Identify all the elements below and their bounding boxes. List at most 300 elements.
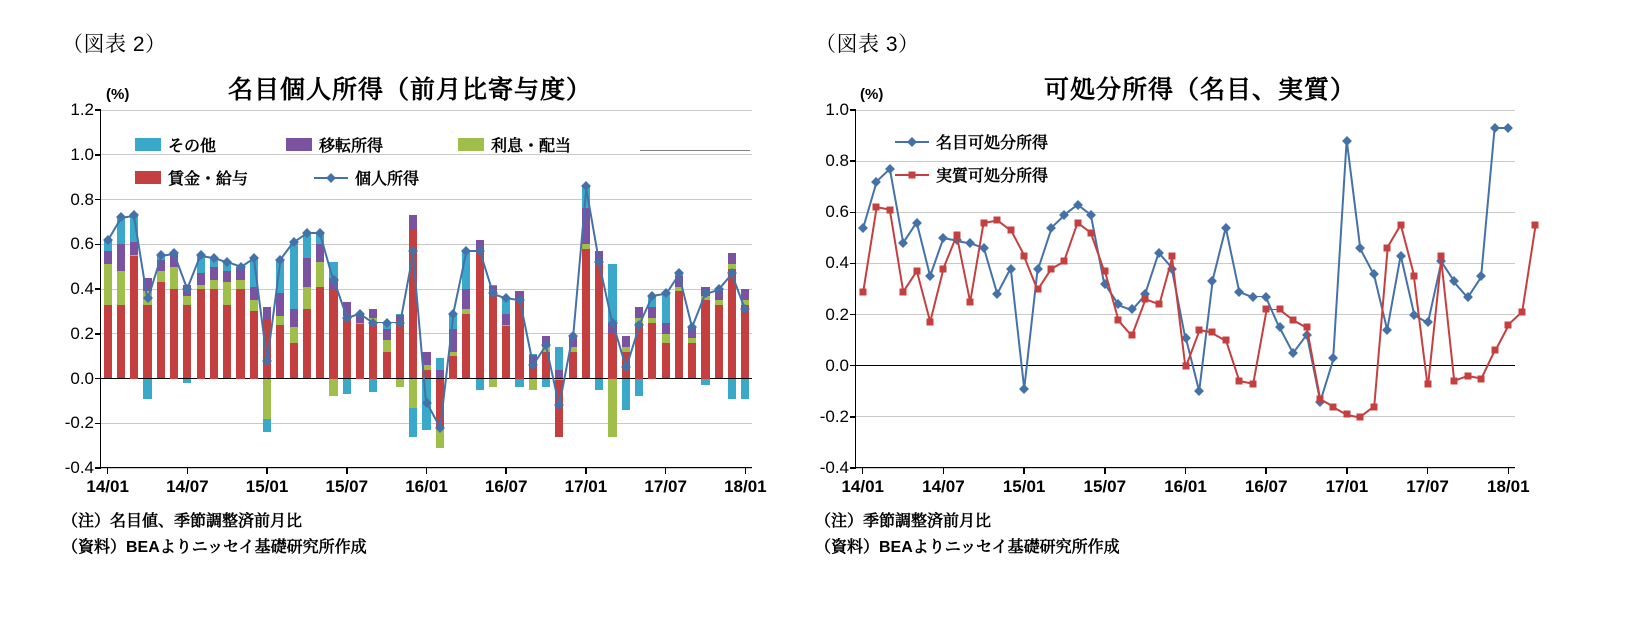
bar-segment [675, 291, 683, 378]
data-point [1263, 306, 1270, 313]
bar-segment [648, 307, 656, 318]
data-point [1357, 413, 1364, 420]
data-point [859, 288, 866, 295]
legend-swatch [458, 138, 484, 151]
x-axis-tick-label: 16/01 [1164, 477, 1207, 496]
bar-segment [276, 293, 284, 315]
data-point [1397, 222, 1404, 229]
bar-segment [117, 244, 125, 271]
bar-segment [170, 289, 178, 379]
data-point [1396, 251, 1406, 261]
data-point [1209, 329, 1216, 336]
legend-row [135, 133, 571, 156]
bar-segment [728, 253, 736, 264]
bar-segment [741, 289, 749, 300]
line-segment [1440, 256, 1455, 381]
y-axis-tick-mark [850, 314, 856, 316]
bar-segment [409, 379, 417, 408]
bar-segment [343, 316, 351, 379]
data-point [1505, 321, 1512, 328]
data-point [1342, 136, 1352, 146]
bar-segment [104, 264, 112, 304]
legend-label: 賃金・給与 [168, 171, 249, 188]
data-point [898, 238, 908, 248]
figure-2-note-2: （資料）BEAよりニッセイ基礎研究所作成 [62, 539, 367, 556]
x-axis-tick-label: 17/01 [564, 477, 608, 496]
y-axis-tick-label: 0.2 [70, 323, 94, 343]
bar-segment [409, 215, 417, 228]
data-point [1034, 286, 1041, 293]
bar-segment [622, 379, 630, 410]
bar-segment [117, 305, 125, 379]
bar-segment [183, 296, 191, 305]
data-point [1195, 326, 1202, 333]
line-segment [1225, 227, 1240, 291]
data-point [1048, 265, 1055, 272]
data-point [1061, 257, 1068, 264]
bar-segment [104, 305, 112, 379]
bar-segment [436, 358, 444, 369]
data-point [886, 206, 893, 213]
y-axis-tick-label: -0.2 [64, 413, 94, 433]
x-axis-tick-mark [745, 468, 747, 474]
bar-segment [622, 336, 630, 347]
bar-segment [223, 282, 231, 304]
legend-line-sample [895, 141, 929, 143]
gridline [856, 110, 1515, 111]
line-segment [1252, 309, 1267, 383]
bar-segment [462, 289, 470, 309]
data-point [1355, 243, 1365, 253]
x-axis-tick-mark [426, 468, 428, 474]
legend-item [135, 166, 248, 189]
legend-item [135, 133, 216, 156]
bar-segment [210, 267, 218, 280]
bar-segment [316, 287, 324, 379]
data-point [940, 265, 947, 272]
bar-segment [489, 379, 497, 388]
x-axis-tick-label: 16/01 [405, 477, 448, 496]
y-axis-tick-mark [95, 378, 101, 380]
figure-2-title: 名目個人所得（前月比寄与度） [227, 76, 592, 104]
x-axis-tick-mark [346, 468, 348, 474]
figure-3-note-1: （注）季節調整済前月比 [815, 513, 992, 530]
bar-segment [383, 340, 391, 351]
bar-segment [356, 323, 364, 324]
bar-segment [701, 379, 709, 386]
figure-3-unit-label: (%) [860, 86, 884, 103]
bar-segment [688, 338, 696, 342]
line-segment [1144, 253, 1159, 294]
bar-segment [250, 311, 258, 378]
y-axis-tick-label: 0.8 [70, 189, 94, 209]
x-axis-tick-mark [1104, 468, 1106, 474]
bar-segment [555, 347, 563, 369]
bar-segment [383, 352, 391, 379]
line-segment [1091, 232, 1106, 271]
figure-3-title: 可処分所得（名目、実質） [1043, 76, 1356, 104]
bar-segment [210, 289, 218, 379]
data-point [1464, 372, 1471, 379]
legend-row [135, 166, 419, 189]
bar-segment [595, 379, 603, 390]
line-segment [1346, 141, 1361, 249]
data-point [1303, 324, 1310, 331]
data-point [1115, 316, 1122, 323]
bar-segment [502, 325, 510, 326]
legend-swatch [135, 138, 161, 151]
legend-item [895, 163, 1048, 186]
data-point [913, 268, 920, 275]
data-point [1074, 219, 1081, 226]
y-axis-tick-mark [95, 109, 101, 111]
x-axis-tick-mark [1427, 468, 1429, 474]
y-axis-tick-mark [850, 212, 856, 214]
data-point [1343, 411, 1350, 418]
bar-segment [143, 305, 151, 379]
data-point [1142, 296, 1149, 303]
y-axis-tick-mark [95, 423, 101, 425]
legend-swatch [286, 138, 312, 151]
line-segment [1225, 340, 1240, 381]
bar-segment [542, 379, 550, 388]
data-point [1478, 375, 1485, 382]
y-axis-tick-mark [95, 244, 101, 246]
legend-marker [907, 137, 917, 147]
x-axis-tick-mark [505, 468, 507, 474]
figure-3-note-2: （資料）BEAよりニッセイ基礎研究所作成 [815, 539, 1120, 556]
gridline [101, 199, 752, 200]
legend-row [895, 130, 1074, 153]
bar-segment [329, 289, 337, 379]
legend-divider [640, 150, 750, 151]
data-point [1249, 380, 1256, 387]
data-point [1328, 353, 1338, 363]
bar-segment [688, 343, 696, 379]
figure-3-label: （図表 3） [815, 33, 920, 56]
bar-segment [197, 289, 205, 379]
bar-segment [276, 325, 284, 379]
data-point [1101, 268, 1108, 275]
y-axis-tick-mark [95, 333, 101, 335]
figure-2-note-1: （注）名目値、季節調整済前月比 [62, 513, 303, 530]
figure-2-unit-label: (%) [106, 86, 130, 103]
bar-segment [476, 379, 484, 390]
data-point [1207, 276, 1217, 286]
data-point [1182, 362, 1189, 369]
x-axis-tick-label: 17/07 [644, 477, 687, 496]
data-point [925, 271, 935, 281]
bar-segment [303, 309, 311, 378]
data-point [965, 238, 975, 248]
data-point [992, 289, 1002, 299]
legend-marker [909, 171, 916, 178]
legend-item [458, 133, 571, 156]
line-segment [1400, 256, 1415, 315]
legend-item [895, 130, 1048, 153]
line-segment [1386, 256, 1401, 330]
x-axis-tick-label: 14/07 [922, 477, 965, 496]
x-axis-tick-label: 15/01 [245, 477, 289, 496]
x-axis-tick-label: 17/07 [1406, 477, 1449, 496]
y-axis-tick-label: 0.0 [70, 368, 94, 388]
data-point [1382, 325, 1392, 335]
data-point [858, 223, 868, 233]
bar-segment [276, 316, 284, 325]
data-point [980, 219, 987, 226]
bar-segment [662, 334, 670, 343]
y-axis-tick-label: 1.2 [70, 100, 94, 119]
bar-segment [236, 289, 244, 379]
x-axis-tick-mark [107, 468, 109, 474]
gridline [856, 161, 1515, 162]
y-axis-tick-label: 0.8 [825, 151, 849, 171]
bar-segment [582, 249, 590, 379]
y-axis-tick-mark [850, 109, 856, 111]
data-point [1316, 395, 1323, 402]
bar-segment [608, 379, 616, 437]
data-point [1330, 403, 1337, 410]
bar-segment [369, 379, 377, 392]
bar-segment [263, 307, 271, 320]
legend-item [286, 133, 383, 156]
data-point [1194, 386, 1204, 396]
data-point [953, 232, 960, 239]
data-point [1384, 245, 1391, 252]
data-point [1021, 252, 1028, 259]
y-axis-tick-label: 0.6 [825, 202, 849, 222]
line-segment [1306, 327, 1321, 399]
bar-segment [263, 419, 271, 432]
legend-line-sample [314, 177, 348, 179]
gridline [856, 416, 1515, 417]
data-point [1088, 229, 1095, 236]
bar-segment [462, 309, 470, 313]
bar-segment [290, 327, 298, 343]
x-axis-tick-mark [585, 468, 587, 474]
bar-segment [356, 323, 364, 379]
figure-2-plot-area [64, 100, 767, 496]
data-point [1411, 273, 1418, 280]
data-point [1261, 292, 1271, 302]
x-axis-tick-label: 14/01 [86, 477, 129, 496]
data-point [1424, 380, 1431, 387]
bar-segment [741, 305, 749, 379]
x-axis-tick-label: 16/07 [484, 477, 528, 496]
line-segment [1212, 227, 1227, 281]
bar-segment [157, 282, 165, 378]
data-point [1248, 292, 1258, 302]
x-axis-tick-mark [862, 468, 864, 474]
legend-item [314, 166, 419, 189]
bar-segment [582, 244, 590, 248]
data-point [926, 319, 933, 326]
data-point [1276, 306, 1283, 313]
x-axis-tick-label: 18/01 [724, 477, 767, 496]
y-axis-tick-mark [850, 416, 856, 418]
x-axis-tick-label: 17/01 [1325, 477, 1369, 496]
x-axis-tick-mark [187, 468, 189, 474]
data-point [1221, 223, 1231, 233]
bar-segment [396, 320, 404, 378]
bar-segment [396, 379, 404, 388]
bar-segment [741, 379, 749, 399]
bar-segment [608, 334, 616, 379]
bar-segment [329, 379, 337, 397]
bar-segment [715, 300, 723, 304]
x-axis-tick-label: 14/07 [166, 477, 209, 496]
bar-segment [449, 352, 457, 356]
bar-segment [502, 314, 510, 325]
bar-segment [409, 408, 417, 437]
bar-segment [502, 325, 510, 379]
y-axis-tick-mark [95, 154, 101, 156]
bar-segment [290, 242, 298, 309]
legend-label: 名目可処分所得 [936, 135, 1049, 152]
line-segment [1333, 141, 1348, 358]
legend-label: 実質可処分所得 [936, 168, 1049, 185]
bar-segment [210, 280, 218, 289]
data-point [1491, 347, 1498, 354]
y-axis-tick-label: 0.6 [70, 234, 94, 254]
bar-segment [648, 318, 656, 322]
data-point [1236, 378, 1243, 385]
bar-segment [369, 323, 377, 379]
line-segment [1481, 128, 1496, 276]
x-axis-tick-mark [1346, 468, 1348, 474]
x-axis-tick-label: 15/07 [325, 477, 369, 496]
legend-label: 個人所得 [355, 171, 420, 188]
x-axis-tick-mark [665, 468, 667, 474]
line-segment [983, 248, 998, 294]
bar-segment [343, 379, 351, 395]
figure-3-panel [815, 0, 1643, 623]
bar-segment [143, 379, 151, 399]
x-axis-tick-mark [1185, 468, 1187, 474]
bar-segment [635, 379, 643, 397]
legend-marker [326, 173, 336, 183]
bar-segment [662, 323, 670, 334]
gridline [101, 244, 752, 245]
bar-segment [449, 356, 457, 378]
x-axis-tick-mark [1023, 468, 1025, 474]
line-segment [889, 210, 904, 292]
bar-segment [489, 293, 497, 378]
y-axis-tick-label: 1.0 [825, 100, 849, 119]
bar-segment [436, 370, 444, 379]
bar-segment [170, 267, 178, 289]
bar-segment [290, 309, 298, 327]
bar-segment [250, 300, 258, 311]
data-point [1007, 227, 1014, 234]
data-point [1503, 123, 1513, 133]
bar-segment [476, 251, 484, 379]
bar-segment [236, 280, 244, 289]
bar-segment [569, 352, 577, 379]
data-point [1222, 337, 1229, 344]
bar-segment [529, 379, 537, 390]
data-point [1438, 252, 1445, 259]
bar-segment [197, 285, 205, 289]
line-segment [1010, 268, 1025, 388]
bar-segment [157, 271, 165, 282]
x-axis-tick-label: 14/01 [841, 477, 884, 496]
x-axis-tick-label: 15/01 [1002, 477, 1046, 496]
data-point [1288, 348, 1298, 358]
data-point [1490, 123, 1500, 133]
bar-segment [197, 273, 205, 284]
data-point [967, 298, 974, 305]
bar-segment [104, 251, 112, 264]
x-axis-tick-label: 18/01 [1486, 477, 1530, 496]
legend-label: その他 [168, 138, 217, 155]
legend-swatch [135, 171, 161, 184]
bar-segment [130, 255, 138, 378]
data-point [994, 216, 1001, 223]
bar-segment [316, 262, 324, 287]
bar-segment [622, 347, 630, 351]
line-segment [1064, 222, 1079, 261]
data-point [1518, 309, 1525, 316]
y-axis-tick-mark [95, 288, 101, 290]
bar-segment [648, 323, 656, 379]
line-segment [1104, 271, 1119, 320]
bar-segment [303, 287, 311, 309]
y-axis-tick-label: 0.4 [70, 279, 94, 298]
bar-segment [263, 379, 271, 419]
x-axis-tick-label: 16/07 [1244, 477, 1288, 496]
data-point [1169, 252, 1176, 259]
y-axis-tick-label: 1.0 [70, 144, 94, 164]
y-axis-tick-mark [95, 199, 101, 201]
data-point [1128, 332, 1135, 339]
legend-label: 移転所得 [319, 138, 384, 155]
line-segment [1413, 276, 1428, 384]
figure-2-label: （図表 2） [62, 33, 167, 56]
bar-segment [183, 305, 191, 379]
data-point [1370, 403, 1377, 410]
legend-label: 利息・配当 [491, 138, 572, 155]
line-segment [1171, 256, 1186, 366]
x-axis-tick-mark [1265, 468, 1267, 474]
y-axis-tick-label: -0.4 [819, 458, 849, 477]
x-axis-tick-mark [266, 468, 268, 474]
y-axis-tick-mark [850, 365, 856, 367]
y-axis-tick-label: -0.4 [64, 458, 94, 477]
bar-segment [369, 309, 377, 318]
gridline [101, 110, 752, 111]
y-axis-tick-label: 0.4 [825, 253, 849, 273]
bar-segment [701, 300, 709, 378]
y-axis-tick-label: -0.2 [819, 406, 849, 426]
x-axis-tick-mark [1508, 468, 1510, 474]
y-axis-tick-label: 0.0 [825, 355, 849, 375]
gridline [856, 263, 1515, 264]
y-axis-tick-mark [850, 263, 856, 265]
bar-segment [223, 271, 231, 282]
data-point [1033, 264, 1043, 274]
bar-segment [303, 258, 311, 287]
data-point [1290, 316, 1297, 323]
data-point [1532, 222, 1539, 229]
legend-line-sample [895, 174, 929, 176]
bar-segment [183, 379, 191, 383]
bar-segment [662, 343, 670, 379]
bar-segment [555, 370, 563, 379]
bar-segment [715, 305, 723, 379]
data-point [1155, 301, 1162, 308]
bar-segment [515, 379, 523, 388]
